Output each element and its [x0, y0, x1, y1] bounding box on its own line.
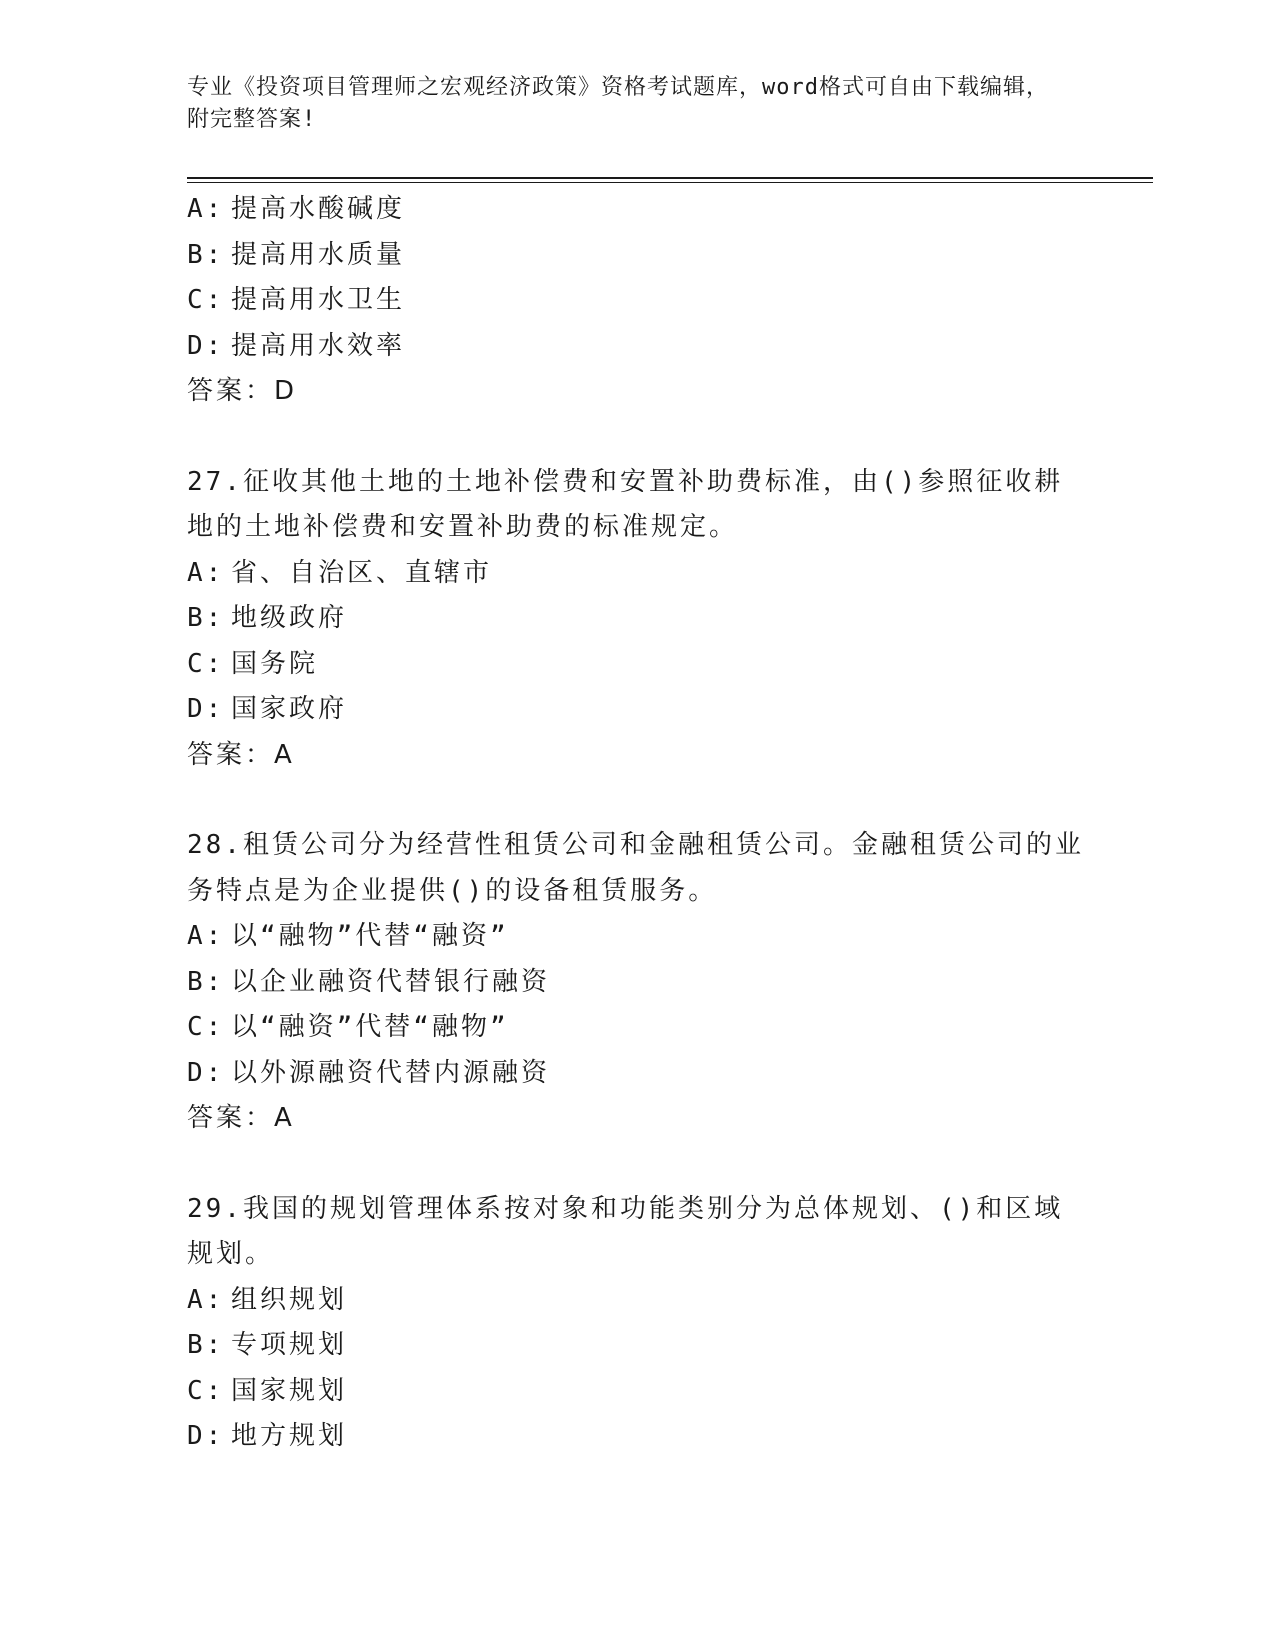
- option-a: [187, 914, 1087, 960]
- question-stem: 27.征收其他土地的土地补偿费和安置补助费标准，由()参照征收耕地的土地补偿费和安置补助费的标准规定。: [187, 466, 1064, 542]
- option-label: A:: [187, 921, 225, 951]
- option-text: 以外源融资代替内源融资: [231, 1057, 551, 1088]
- option-label: D:: [187, 694, 225, 724]
- option-c: [187, 642, 1087, 688]
- option-c: [187, 1369, 1087, 1415]
- option-text: 地级政府: [231, 603, 348, 633]
- option-label: C:: [187, 1012, 225, 1042]
- page-header: 专业《投资项目管理师之宏观经济政策》资格考试题库，word格式可自由下载编辑，附完整答案!: [187, 75, 1049, 132]
- option-text: 提高用水效率: [231, 330, 406, 361]
- option-a: [187, 1278, 1087, 1324]
- option-text: 提高用水卫生: [231, 285, 406, 315]
- answer-line: 答案：D: [187, 376, 298, 406]
- option-d: [187, 687, 1087, 733]
- question-27: [187, 460, 1087, 779]
- option-text: 以“融物”代替“融资”: [231, 921, 509, 951]
- option-b: [187, 1323, 1087, 1369]
- option-label: C:: [187, 1375, 225, 1406]
- option-label: B:: [187, 603, 225, 633]
- option-text: 省、自治区、直辖市: [231, 557, 493, 588]
- option-text: 地方规划: [231, 1421, 348, 1451]
- option-text: 以企业融资代替银行融资: [231, 966, 551, 997]
- option-text: 国家规划: [231, 1375, 348, 1406]
- option-label: D:: [187, 1057, 225, 1088]
- option-label: B:: [187, 1330, 225, 1360]
- option-label: B:: [187, 239, 225, 270]
- option-text: 提高用水质量: [231, 239, 406, 270]
- option-text: 以“融资”代替“融物”: [231, 1012, 509, 1042]
- option-label: C:: [187, 648, 225, 679]
- option-c: [187, 278, 1087, 324]
- option-c: [187, 1005, 1087, 1051]
- option-label: A:: [187, 194, 225, 224]
- option-text: 提高水酸碱度: [231, 194, 406, 224]
- option-b: [187, 596, 1087, 642]
- question-29: [187, 1187, 1087, 1460]
- option-label: A:: [187, 557, 225, 588]
- header-rule-thin: [187, 182, 1153, 183]
- option-text: 专项规划: [231, 1330, 348, 1360]
- option-label: B:: [187, 966, 225, 997]
- option-label: D:: [187, 1421, 225, 1451]
- question-stem: 29.我国的规划管理体系按对象和功能类别分为总体规划、()和区域规划。: [187, 1193, 1064, 1269]
- answer-line: 答案：A: [187, 1103, 295, 1133]
- option-text: 国务院: [231, 648, 319, 679]
- answer-line: 答案：A: [187, 739, 295, 770]
- option-a: [187, 551, 1087, 597]
- question-partial: [187, 187, 1087, 415]
- option-text: 国家政府: [231, 694, 348, 724]
- option-d: [187, 324, 1087, 370]
- option-b: [187, 960, 1087, 1006]
- option-text: 组织规划: [231, 1284, 348, 1315]
- option-d: [187, 1414, 1087, 1460]
- option-label: D:: [187, 330, 225, 361]
- option-b: [187, 233, 1087, 279]
- option-a: [187, 187, 1087, 233]
- question-list: [187, 187, 1087, 1460]
- question-stem: 28.租赁公司分为经营性租赁公司和金融租赁公司。金融租赁公司的业务特点是为企业提供()的设备租赁服务。: [187, 830, 1084, 906]
- question-28: [187, 823, 1087, 1142]
- option-label: C:: [187, 285, 225, 315]
- option-d: [187, 1051, 1087, 1097]
- option-label: A:: [187, 1284, 225, 1315]
- header-rule-thick: [187, 177, 1153, 179]
